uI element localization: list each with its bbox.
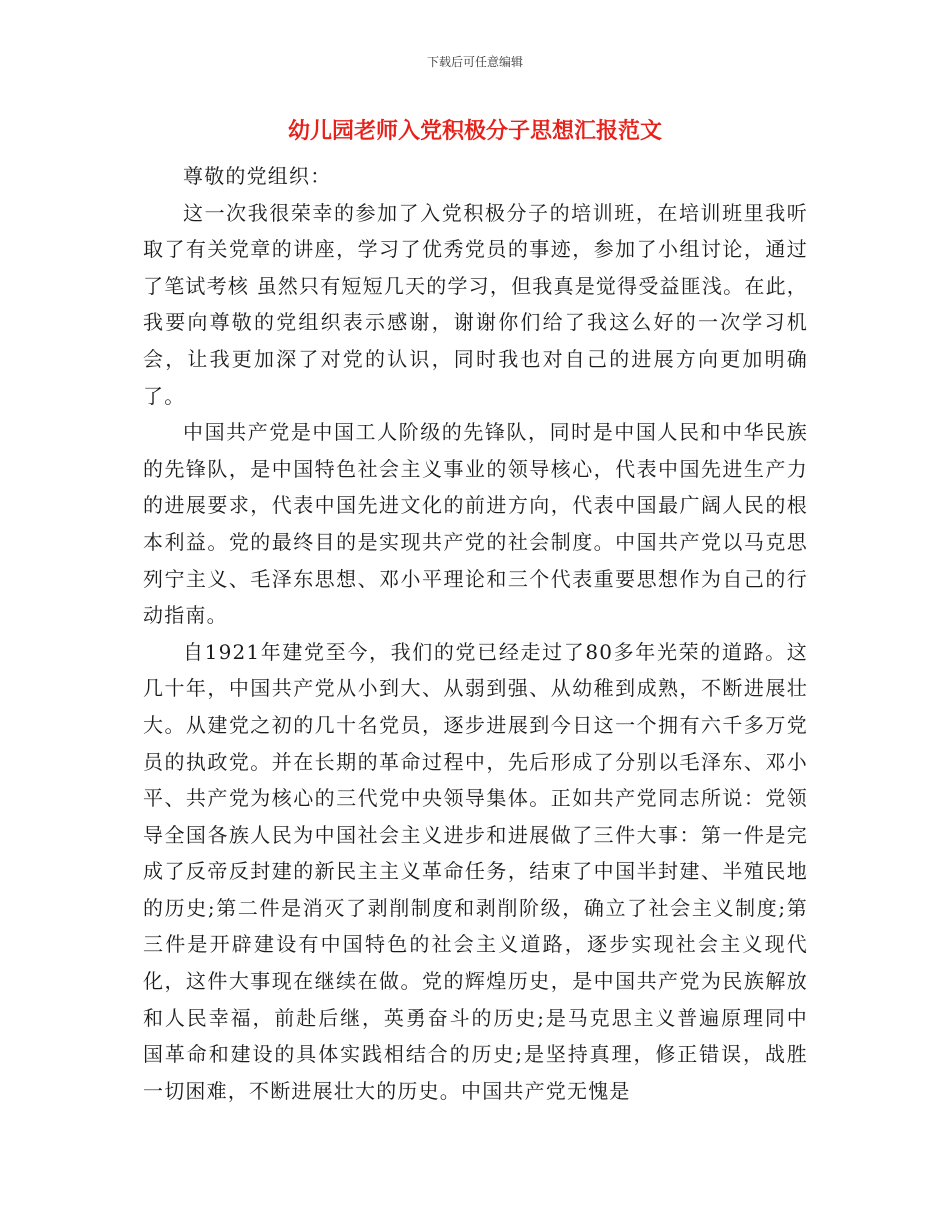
document-body <box>143 158 808 1109</box>
paragraph-3: 自1921年建党至今，我们的党已经走过了80多年光荣的道路。这几十年，中国共产党从小到大、从弱到强、从幼稚到成熟，不断进展壮大。从建党之初的几十名党员，逐步进展到今日这一个拥有六千多万党员的执政党。并在长期的革命过程中，先后形成了分别以毛泽东、邓小平、共产党为核心的三代党中央领导集体。正如共产党同志所说：党领导全国各族人民为中国社会主义进步和进展做了三件大事：第一件是完成了反帝反封建的新民主主义革命任务，结束了中国半封建、半殖民地的历史;第二件是消灭了剥削制度和剥削阶级，确立了社会主义制度;第三件是开辟建设有中国特色的社会主义道路，逐步实现社会主义现代化，这件大事现在继续在做。党的辉煌历史，是中国共产党为民族解放和人民幸福，前赴后继，英勇奋斗的历史;是马克思主义普遍原理同中国革命和建设的具体实践相结合的历史;是坚持真理，修正错误，战胜一切困难，不断进展壮大的历史。中国共产党无愧是 <box>143 639 808 1103</box>
document-title: 幼儿园老师入党积极分子思想汇报范文 <box>287 119 662 144</box>
salutation: 尊敬的党组织： <box>183 164 332 188</box>
paragraph-1: 这一次我很荣幸的参加了入党积极分子的培训班，在培训班里我听取了有关党章的讲座，学习了优秀党员的事迹，参加了小组讨论，通过了笔试考核 虽然只有短短几天的学习，但我真是觉得受益匪浅。在此，我要向尊敬的党组织表示感谢，谢谢你们给了我这么好的一次学习机会，让我更加深了对党的认识，同时我也对自己的进展方向更加明确了。 <box>143 200 808 408</box>
header-note: 下载后可任意编辑 <box>426 55 523 69</box>
paragraph-2: 中国共产党是中国工人阶级的先锋队，同时是中国人民和中华民族的先锋队，是中国特色社会主义事业的领导核心，代表中国先进生产力的进展要求，代表中国先进文化的前进方向，代表中国最广阔人民的根本利益。党的最终目的是实现共产党的社会制度。中国共产党以马克思列宁主义、毛泽东思想、邓小平理论和三个代表重要思想作为自己的行动指南。 <box>143 420 808 628</box>
